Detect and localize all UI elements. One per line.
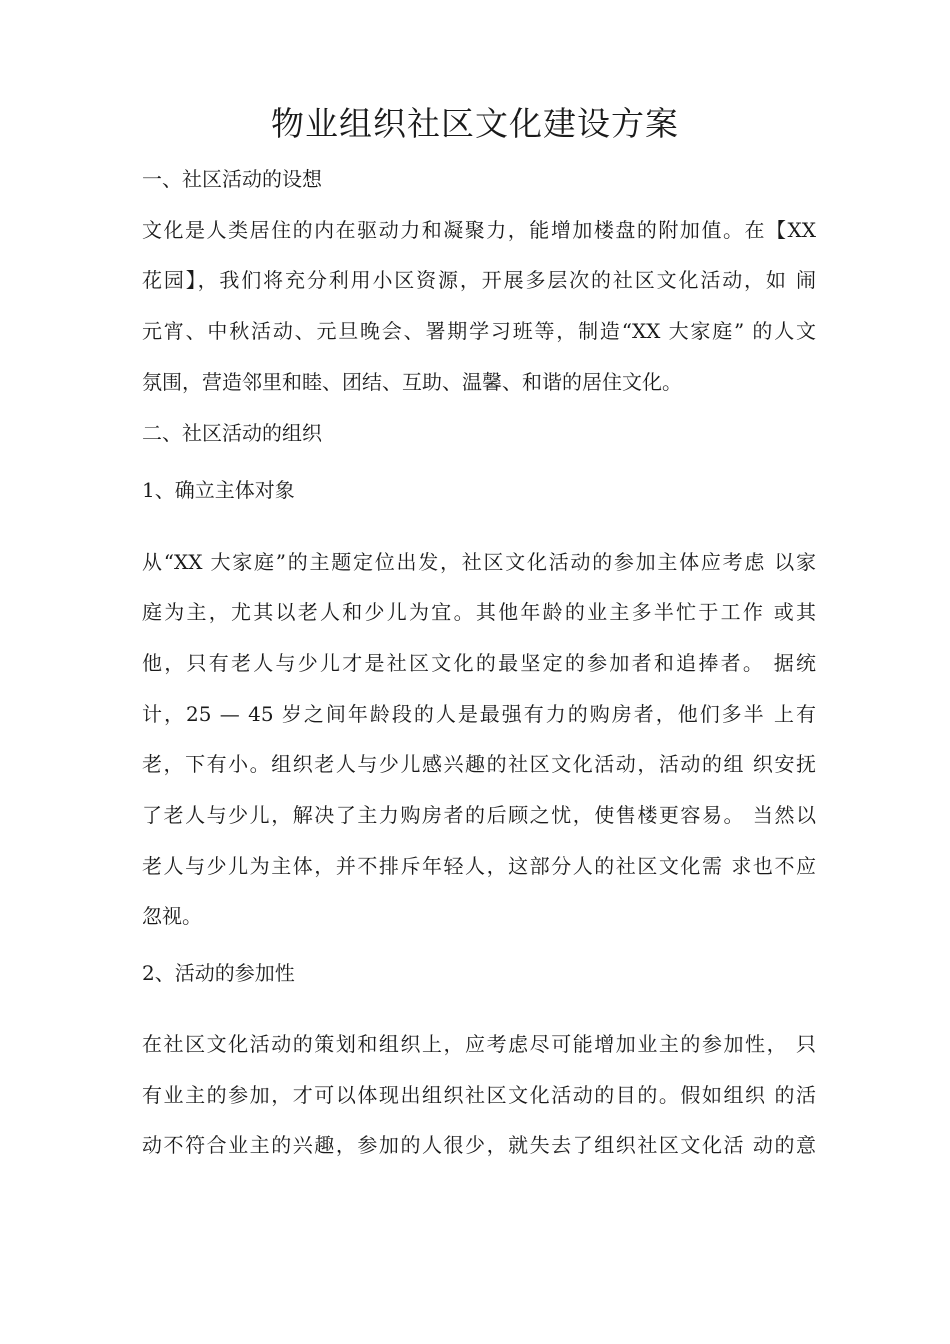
paragraph-3-line-1: 在社区文化活动的策划和组织上，应考虑尽可能增加业主的参加性， 只	[142, 1032, 816, 1056]
paragraph-3-line-2: 有业主的参加，才可以体现出组织社区文化活动的目的。假如组织 的活	[142, 1083, 816, 1107]
paragraph-1-line-1: 文化是人类居住的内在驱动力和凝聚力，能增加楼盘的附加值。在【XX	[142, 218, 816, 242]
paragraph-2-line-1: 从“XX 大家庭”的主题定位出发，社区文化活动的参加主体应考虑 以家	[142, 550, 816, 574]
paragraph-1-line-2: 花园】，我们将充分利用小区资源，开展多层次的社区文化活动，如 闹	[142, 268, 816, 292]
section-heading-2: 二、社区活动的组织	[142, 421, 322, 445]
paragraph-2-line-7: 老人与少儿为主体，并不排斥年轻人，这部分人的社区文化需 求也不应	[142, 854, 816, 878]
paragraph-2-line-3: 他，只有老人与少儿才是社区文化的最坚定的参加者和追捧者。 据统	[142, 651, 816, 675]
paragraph-1-line-3: 元宵、中秋活动、元旦晚会、署期学习班等，制造“XX 大家庭” 的人文	[142, 319, 816, 343]
document-title: 物业组织社区文化建设方案	[271, 104, 679, 143]
subsection-heading-1: 1、确立主体对象	[142, 478, 295, 502]
paragraph-1-line-4: 氛围，营造邻里和睦、团结、互助、温馨、和谐的居住文化。	[142, 370, 682, 394]
section-heading-1: 一、社区活动的设想	[142, 167, 322, 191]
paragraph-2-line-5: 老，下有小。组织老人与少儿感兴趣的社区文化活动，活动的组 织安抚	[142, 752, 816, 776]
paragraph-2-line-8: 忽视。	[142, 904, 202, 928]
paragraph-2-line-2: 庭为主，尤其以老人和少儿为宜。其他年龄的业主多半忙于工作 或其	[142, 600, 816, 624]
subsection-heading-2: 2、活动的参加性	[142, 961, 295, 985]
paragraph-3-line-3: 动不符合业主的兴趣，参加的人很少，就失去了组织社区文化活 动的意	[142, 1133, 816, 1157]
paragraph-2-line-4: 计，25 — 45 岁之间年龄段的人是最强有力的购房者，他们多半 上有	[142, 702, 816, 726]
paragraph-2-line-6: 了老人与少儿，解决了主力购房者的后顾之忧，使售楼更容易。 当然以	[142, 803, 816, 827]
